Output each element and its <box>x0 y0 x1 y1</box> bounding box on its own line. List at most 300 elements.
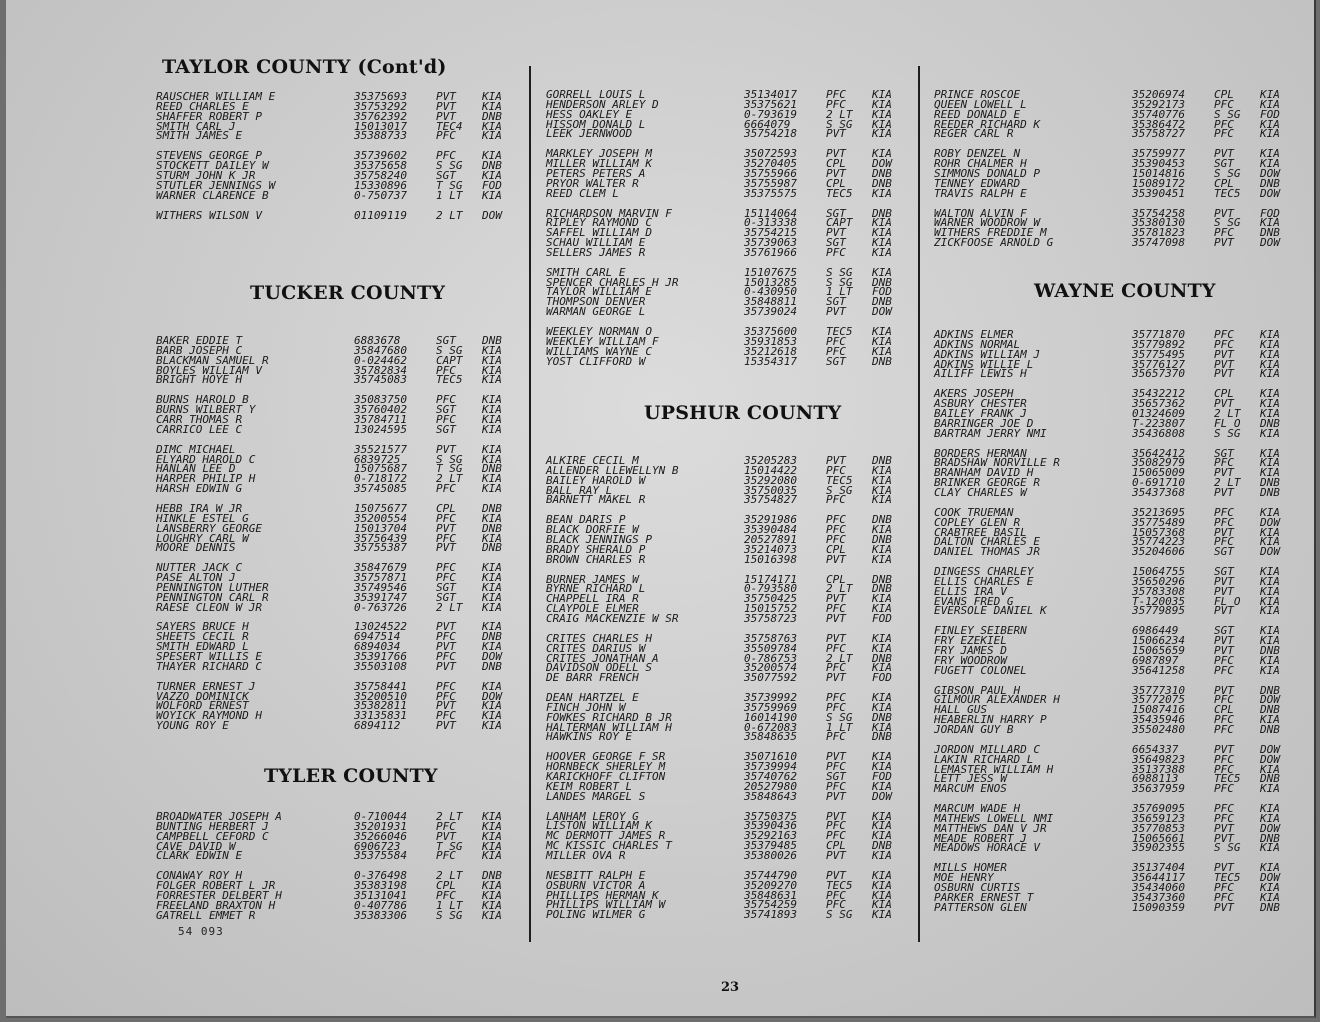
column-divider-right <box>918 66 920 942</box>
rank: SGT <box>826 206 846 220</box>
status-code: KIA <box>872 908 892 922</box>
serial-number: 6906723 <box>354 839 401 853</box>
status-code: KIA <box>1260 117 1280 131</box>
rank: PFC <box>436 363 456 377</box>
rank: SGT <box>826 770 846 783</box>
soldier-name: FRY WOODROW <box>934 653 1007 667</box>
status-code: KIA <box>872 127 892 141</box>
serial-number: 35390453 <box>1132 157 1185 171</box>
status-code: DNB <box>872 176 892 190</box>
status-code: KIA <box>482 571 502 584</box>
status-code: DNB <box>872 710 892 724</box>
serial-number: 35379485 <box>744 839 797 853</box>
rank: S SG <box>826 483 853 497</box>
status-code: KIA <box>482 393 502 407</box>
soldier-name: HARPER PHILIP H <box>156 472 256 486</box>
rank: CPL <box>826 157 846 171</box>
status-code: KIA <box>1260 574 1280 588</box>
status-code: KIA <box>1260 811 1280 825</box>
soldier-name: CRITES JONATHAN A <box>546 651 659 665</box>
status-code: DNB <box>482 630 502 644</box>
serial-number: 15066234 <box>1132 634 1185 648</box>
rank: SGT <box>826 236 846 249</box>
soldier-name: TURNER ERNEST J <box>156 679 256 693</box>
soldier-name: SMITH JAMES E <box>156 129 243 143</box>
status-code: KIA <box>872 552 892 566</box>
status-code: KIA <box>872 325 892 338</box>
rank: 2 LT <box>1214 407 1241 420</box>
serial-number: 15057368 <box>1132 525 1185 539</box>
soldier-name: QUEEN LOWELL L <box>934 97 1027 111</box>
rank: PFC <box>436 393 456 407</box>
status-code: DOW <box>872 157 892 171</box>
serial-number: 15075677 <box>354 501 407 515</box>
serial-number: 35649823 <box>1132 752 1185 766</box>
serial-number: 0-763726 <box>354 600 407 614</box>
soldier-name: WARMAN GEORGE L <box>546 305 646 319</box>
status-code: DNB <box>1260 476 1280 490</box>
serial-number: 15014422 <box>744 463 797 477</box>
rank: PVT <box>826 671 846 685</box>
serial-number: 6664079 <box>744 117 791 131</box>
status-code: KIA <box>482 679 502 693</box>
serial-number: 35774223 <box>1132 535 1185 549</box>
soldier-name: HOOVER GEORGE F SR <box>546 750 666 764</box>
serial-number: 15114064 <box>744 206 797 220</box>
soldier-name: BARB JOSEPH C <box>156 343 243 357</box>
serial-number: 35750035 <box>744 483 797 497</box>
serial-number: 35641258 <box>1132 663 1185 677</box>
rank: TEC5 <box>1214 871 1241 885</box>
status-code: KIA <box>482 442 502 456</box>
rank: S SG <box>826 710 853 724</box>
soldier-name: VAZZO DOMINICK <box>156 689 249 703</box>
rank: PFC <box>436 679 456 693</box>
soldier-name: HANLAN LEE D <box>156 462 236 476</box>
soldier-name: BRINKER GEORGE R <box>934 476 1040 490</box>
status-code: KIA <box>482 819 502 833</box>
status-code: KIA <box>1260 97 1280 111</box>
rank: PVT <box>826 592 846 606</box>
soldier-name: PHILLIPS HERMAN K <box>546 888 659 902</box>
page-number: 23 <box>721 980 740 995</box>
rank: PFC <box>1214 762 1234 776</box>
soldier-name: KARICKHOFF CLIFTON <box>546 770 666 783</box>
soldier-name: GILMOUR ALEXANDER H <box>934 693 1060 707</box>
serial-number: 35201931 <box>354 819 407 833</box>
serial-number: 15107675 <box>744 265 797 279</box>
status-code: KIA <box>1260 634 1280 648</box>
soldier-name: HISSOM DONALD L <box>546 117 646 131</box>
serial-number: 35740762 <box>744 770 797 783</box>
soldier-name: BLACK DORFIE W <box>546 523 639 537</box>
soldier-name: CONAWAY ROY H <box>156 869 243 883</box>
status-code: DOW <box>1260 752 1280 766</box>
status-code: KIA <box>872 819 892 833</box>
soldier-name: WOYICK RAYMOND H <box>156 709 262 723</box>
county-heading: TAYLOR COUNTY (Cont'd) <box>162 56 447 78</box>
status-code: KIA <box>482 90 502 103</box>
rank: SGT <box>436 590 456 604</box>
status-code: KIA <box>482 119 502 133</box>
soldier-name: TENNEY EDWARD <box>934 176 1021 190</box>
soldier-name: SHEETS CECIL R <box>156 630 249 644</box>
serial-number: 35771870 <box>1132 328 1185 341</box>
serial-number: 35754218 <box>744 127 797 141</box>
serial-number: 6986449 <box>1132 624 1179 638</box>
rank: S SG <box>1214 166 1241 180</box>
status-code: KIA <box>872 117 892 131</box>
rank: PFC <box>826 641 846 655</box>
rank: PFC <box>436 630 456 644</box>
status-code: KIA <box>1260 157 1280 171</box>
serial-number: 35659123 <box>1132 811 1185 825</box>
serial-number: 35380130 <box>1132 216 1185 230</box>
rank: CAPT <box>826 216 853 230</box>
rank: PVT <box>1214 466 1234 480</box>
serial-number: 15089172 <box>1132 176 1185 190</box>
status-code: KIA <box>872 344 892 358</box>
serial-number: 35754258 <box>1132 206 1185 220</box>
status-code: KIA <box>872 88 892 101</box>
rank: PVT <box>436 99 456 113</box>
rank: PVT <box>826 848 846 862</box>
soldier-name: CARR THOMAS R <box>156 413 243 426</box>
status-code: DNB <box>872 206 892 220</box>
serial-number: 35847679 <box>354 561 407 575</box>
rank: PVT <box>826 454 846 467</box>
rank: PFC <box>1214 653 1234 667</box>
status-code: FOD <box>872 285 892 299</box>
serial-number: 35759977 <box>1132 147 1185 161</box>
soldier-name: BALL RAY L <box>546 483 613 497</box>
soldier-name: PHILLIPS WILLIAM W <box>546 898 666 912</box>
rank: S SG <box>1214 107 1241 121</box>
status-code: KIA <box>482 482 502 496</box>
soldier-name: PENNINGTON LUTHER <box>156 580 269 594</box>
soldier-name: HINKLE ESTEL G <box>156 511 249 525</box>
status-code: KIA <box>482 353 502 367</box>
soldier-name: BURNS HAROLD B <box>156 393 249 407</box>
soldier-name: TAYLOR WILLIAM E <box>546 285 652 299</box>
status-code: KIA <box>872 463 892 477</box>
county-heading: WAYNE COUNTY <box>1034 280 1216 302</box>
status-code: KIA <box>482 839 502 853</box>
serial-number: 6988113 <box>1132 772 1179 786</box>
serial-number: 35214073 <box>744 542 797 556</box>
rank: PVT <box>436 109 456 123</box>
soldier-name: GORRELL LOUIS L <box>546 88 646 101</box>
status-code: KIA <box>872 97 892 111</box>
serial-number: 15013285 <box>744 275 797 289</box>
soldier-name: ZICKFOOSE ARNOLD G <box>934 236 1054 249</box>
rank: 1 LT <box>826 720 853 734</box>
rank: PFC <box>1214 811 1234 825</box>
soldier-name: CRABTREE BASIL <box>934 525 1027 539</box>
serial-number: 0-313338 <box>744 216 797 230</box>
soldier-name: EVANS FRED G <box>934 594 1014 608</box>
serial-number: 35769095 <box>1132 802 1185 815</box>
soldier-name: RAESE CLEON W JR <box>156 600 262 614</box>
status-code: KIA <box>482 898 502 912</box>
soldier-name: HARSH EDWIN G <box>156 482 243 496</box>
soldier-name: FORRESTER DELBERT H <box>156 889 282 902</box>
soldier-name: NESBITT RALPH E <box>546 868 646 882</box>
soldier-name: HAWKINS ROY E <box>546 730 633 744</box>
serial-number: 35292173 <box>1132 97 1185 111</box>
status-code: KIA <box>1260 387 1280 401</box>
rank: PVT <box>1214 584 1234 598</box>
serial-number: 6947514 <box>354 630 401 644</box>
rank: SGT <box>436 403 456 417</box>
soldier-name: SAYERS BRUCE H <box>156 620 249 634</box>
serial-number: 20527891 <box>744 533 797 546</box>
soldier-name: EVERSOLE DANIEL K <box>934 604 1047 618</box>
status-code: FOD <box>872 611 892 625</box>
status-code: KIA <box>1260 367 1280 381</box>
soldier-name: SMITH CARL E <box>546 265 626 279</box>
rank: PFC <box>826 730 846 744</box>
status-code: DNB <box>1260 176 1280 190</box>
serial-number: 35390451 <box>1132 186 1185 200</box>
soldier-name: THOMPSON DENVER <box>546 295 646 309</box>
status-code: DOW <box>1260 515 1280 529</box>
rank: TEC5 <box>1214 186 1241 200</box>
serial-number: 0-718172 <box>354 472 407 486</box>
status-code: DNB <box>1260 772 1280 786</box>
rank: CPL <box>1214 387 1234 401</box>
status-code: KIA <box>872 592 892 606</box>
serial-number: 35435946 <box>1132 713 1185 727</box>
serial-number: 35390436 <box>744 819 797 833</box>
soldier-name: STEVENS GEORGE P <box>156 149 262 163</box>
status-code: KIA <box>1260 127 1280 141</box>
status-code: DNB <box>482 334 502 347</box>
status-code: KIA <box>1260 88 1280 101</box>
rank: SGT <box>1214 565 1234 578</box>
rank: 2 LT <box>436 208 463 222</box>
status-code: KIA <box>872 720 892 734</box>
serial-number: 13024522 <box>354 620 407 634</box>
serial-number: 35741893 <box>744 908 797 922</box>
serial-number: 35739024 <box>744 305 797 319</box>
soldier-name: COPLEY GLEN R <box>934 515 1021 529</box>
rank: CPL <box>1214 88 1234 101</box>
serial-number: 0-024462 <box>354 353 407 367</box>
rank: PFC <box>1214 515 1234 529</box>
rank: TEC4 <box>436 119 463 133</box>
soldier-name: BRADY SHERALD P <box>546 542 646 556</box>
serial-number: 35782834 <box>354 363 407 377</box>
rank: CPL <box>436 879 456 893</box>
serial-number: T-223807 <box>1132 416 1185 430</box>
rank: PVT <box>1214 147 1234 161</box>
serial-number: 35380026 <box>744 848 797 862</box>
rank: PVT <box>436 699 456 713</box>
soldier-name: HALL GUS <box>934 703 987 717</box>
rank: PFC <box>436 149 456 163</box>
serial-number: 0-793619 <box>744 107 797 121</box>
serial-number: 35745083 <box>354 373 407 387</box>
serial-number: 20527980 <box>744 779 797 793</box>
soldier-name: MC KISSIC CHARLES T <box>546 839 672 853</box>
rank: PFC <box>1214 535 1234 549</box>
rank: PFC <box>826 533 846 546</box>
serial-number: 15013017 <box>354 119 407 133</box>
rank: 2 LT <box>826 107 853 121</box>
rank: PFC <box>826 700 846 714</box>
soldier-name: DANIEL THOMAS JR <box>934 545 1040 559</box>
status-code: KIA <box>872 829 892 843</box>
status-code: KIA <box>872 483 892 497</box>
status-code: KIA <box>1260 841 1280 855</box>
rank: PVT <box>1214 831 1234 845</box>
rank: PFC <box>1214 505 1234 519</box>
serial-number: 15065009 <box>1132 466 1185 480</box>
soldier-name: LEMASTER WILLIAM H <box>934 762 1054 776</box>
soldier-name: MARCUM ENOS <box>934 782 1007 796</box>
column-divider-left <box>529 66 531 942</box>
status-code: KIA <box>482 908 502 922</box>
document-page <box>6 0 1316 1018</box>
soldier-name: OSBURN VICTOR A <box>546 878 646 892</box>
serial-number: 35375575 <box>744 186 797 200</box>
status-code: KIA <box>482 709 502 723</box>
serial-number: 35391747 <box>354 590 407 604</box>
rank: 2 LT <box>826 651 853 665</box>
serial-number: 35770853 <box>1132 821 1185 835</box>
soldier-name: BARTRAM JERRY NMI <box>934 426 1047 440</box>
soldier-name: BURNS WILBERT Y <box>156 403 256 417</box>
rank: S SG <box>436 343 463 357</box>
status-code: DNB <box>1260 900 1280 914</box>
soldier-name: HENDERSON ARLEY D <box>546 97 659 111</box>
soldier-name: FINCH JOHN W <box>546 700 626 714</box>
serial-number: 35072593 <box>744 147 797 161</box>
rank: PVT <box>1214 485 1234 499</box>
soldier-name: DEAN HARTZEL E <box>546 691 639 704</box>
soldier-name: MATHEWS LOWELL NMI <box>934 811 1054 825</box>
serial-number: 35131041 <box>354 889 407 902</box>
rank: PFC <box>436 689 456 703</box>
serial-number: 35388733 <box>354 129 407 143</box>
status-code: KIA <box>1260 456 1280 470</box>
rank: PVT <box>826 631 846 645</box>
status-code: DNB <box>1260 416 1280 430</box>
status-code: KIA <box>482 363 502 377</box>
serial-number: 0-786753 <box>744 651 797 665</box>
rank: PVT <box>826 552 846 566</box>
status-code: KIA <box>872 542 892 556</box>
soldier-name: JORDON MILLARD C <box>934 742 1040 756</box>
serial-number: 35391766 <box>354 650 407 663</box>
status-code: DNB <box>482 521 502 535</box>
soldier-name: LETT JESS W <box>934 772 1007 786</box>
rank: PVT <box>1214 206 1234 220</box>
status-code: DOW <box>1260 166 1280 180</box>
soldier-name: BAILEY FRANK J <box>934 407 1027 420</box>
serial-number: 35781823 <box>1132 226 1185 240</box>
rank: CPL <box>1214 703 1234 717</box>
soldier-name: BROWN CHARLES R <box>546 552 646 566</box>
status-code: KIA <box>872 691 892 704</box>
status-code: KIA <box>482 829 502 843</box>
soldier-name: MILLER OVA R <box>546 848 626 862</box>
soldier-name: RICHARDSON MARVIN F <box>546 206 672 220</box>
rank: PVT <box>826 868 846 882</box>
serial-number: 35503108 <box>354 659 407 673</box>
serial-number: 35848811 <box>744 295 797 309</box>
soldier-name: WITHERS FREDDIE M <box>934 226 1047 240</box>
serial-number: 35848643 <box>744 789 797 803</box>
soldier-name: BAILEY HAROLD W <box>546 473 646 487</box>
soldier-name: NUTTER JACK C <box>156 561 243 575</box>
rank: PFC <box>1214 127 1234 141</box>
rank: PFC <box>436 531 456 545</box>
serial-number: 15065659 <box>1132 644 1185 657</box>
serial-number: 35848635 <box>744 730 797 744</box>
rank: PFC <box>436 129 456 143</box>
status-code: KIA <box>1260 713 1280 727</box>
status-code: DNB <box>1260 485 1280 499</box>
status-code: KIA <box>872 809 892 823</box>
soldier-name: STUTLER JENNINGS W <box>156 178 276 192</box>
serial-number: 35375693 <box>354 90 407 103</box>
status-code: KIA <box>1260 337 1280 351</box>
status-code: KIA <box>1260 357 1280 371</box>
serial-number: 35761966 <box>744 245 797 259</box>
serial-number: 15015752 <box>744 602 797 616</box>
soldier-name: COOK TRUEMAN <box>934 505 1014 519</box>
soldier-name: CAVE DAVID W <box>156 839 236 853</box>
soldier-name: FUGETT COLONEL <box>934 663 1027 677</box>
soldier-name: REED CHARLES E <box>156 99 249 113</box>
soldier-name: PENNINGTON CARL R <box>156 590 269 604</box>
serial-number: 35784711 <box>354 413 407 426</box>
soldier-name: WEEKLEY WILLIAM F <box>546 334 659 348</box>
soldier-name: FRY JAMES D <box>934 644 1007 657</box>
rank: PVT <box>826 305 846 319</box>
rank: SGT <box>436 580 456 594</box>
soldier-name: MOORE DENNIS <box>156 541 236 555</box>
rank: PFC <box>826 88 846 101</box>
serial-number: 15075687 <box>354 462 407 476</box>
serial-number: 15013704 <box>354 521 407 535</box>
soldier-name: CLARK EDWIN E <box>156 849 243 863</box>
rank: PFC <box>436 650 456 663</box>
serial-number: 35137388 <box>1132 762 1185 776</box>
soldier-name: DIMC MICHAEL <box>156 442 236 456</box>
soldier-name: WARNER WOODROW W <box>934 216 1040 230</box>
serial-number: 6654337 <box>1132 742 1179 756</box>
status-code: KIA <box>482 620 502 634</box>
serial-number: 35436808 <box>1132 426 1185 440</box>
rank: PVT <box>1214 236 1234 249</box>
status-code: KIA <box>1260 505 1280 519</box>
status-code: KIA <box>482 403 502 417</box>
rank: PVT <box>1214 367 1234 381</box>
soldier-name: SELLERS JAMES R <box>546 245 646 259</box>
status-code: DOW <box>482 689 502 703</box>
rank: PVT <box>1214 644 1234 657</box>
rank: PFC <box>826 888 846 902</box>
rank: T SG <box>436 839 463 853</box>
serial-number: 15065661 <box>1132 831 1185 845</box>
status-code: DNB <box>872 454 892 467</box>
soldier-name: BROADWATER JOSEPH A <box>156 810 282 823</box>
rank: SGT <box>1214 446 1234 460</box>
status-code: KIA <box>482 511 502 525</box>
